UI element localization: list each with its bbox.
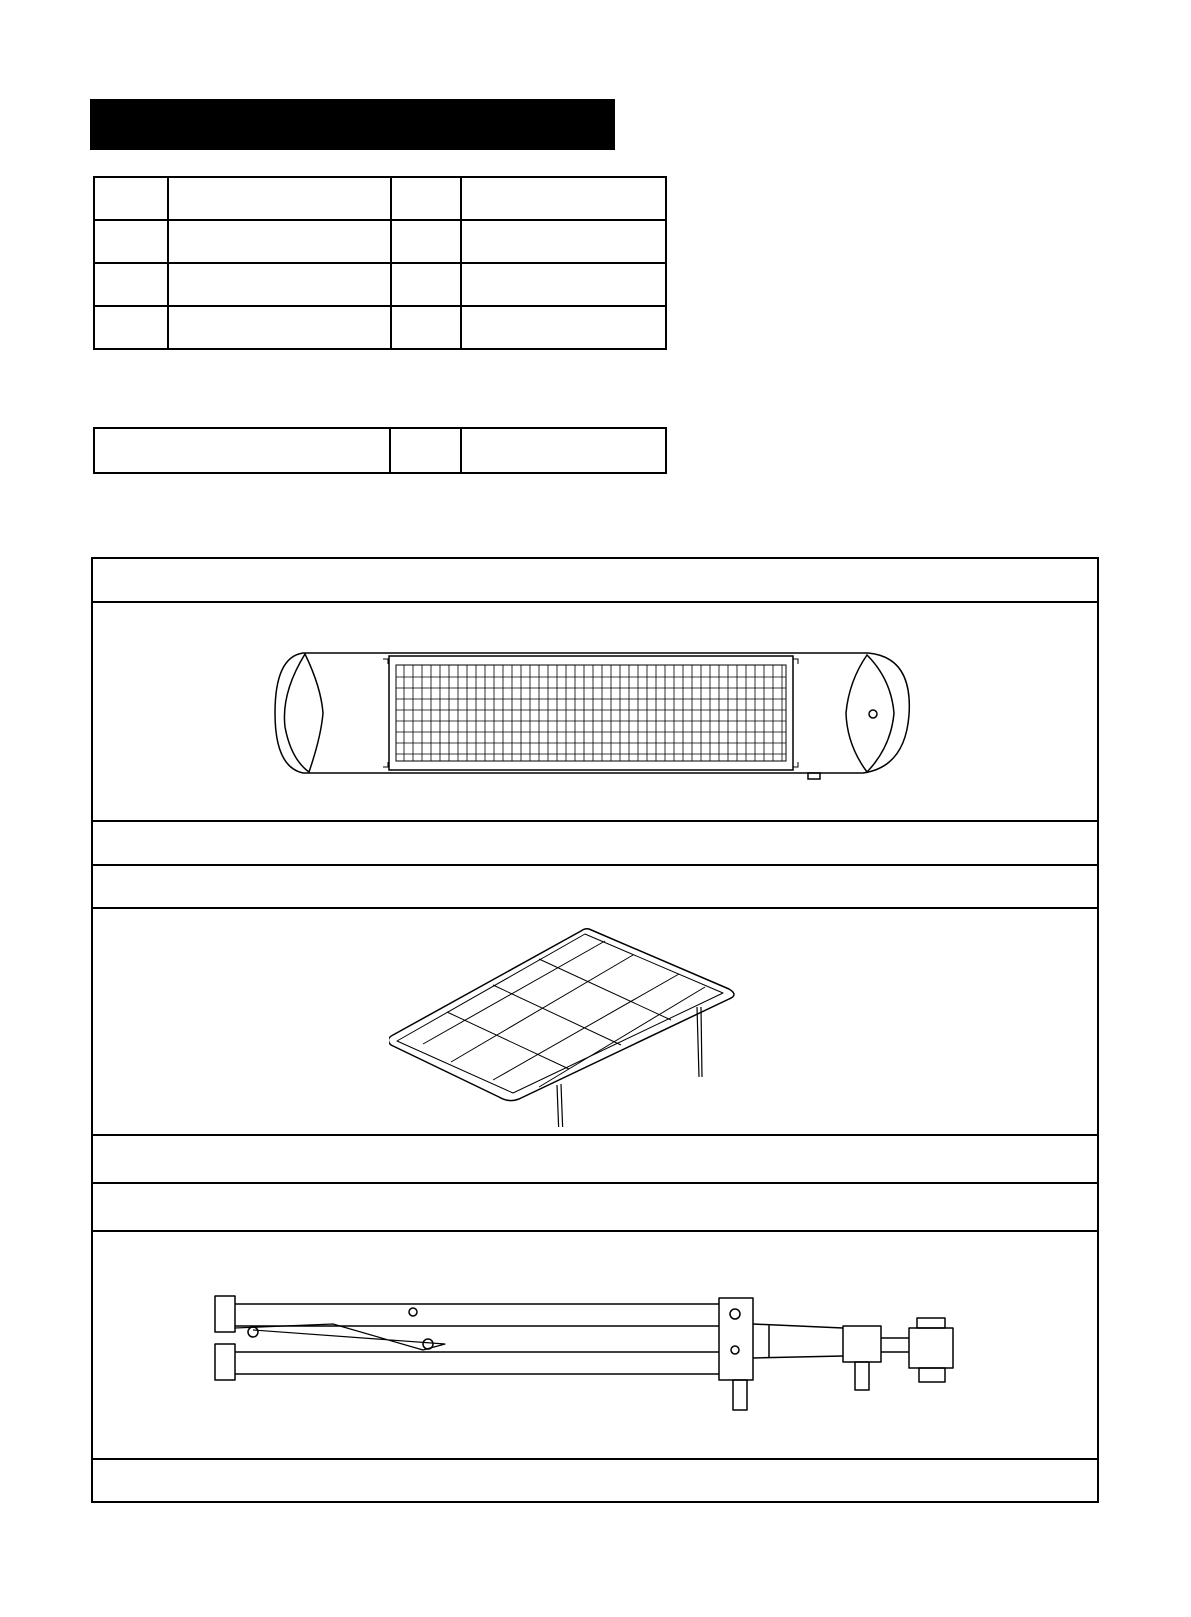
table-cell bbox=[168, 306, 391, 349]
table-cell bbox=[94, 263, 168, 306]
table-cell bbox=[94, 428, 390, 473]
table-row bbox=[94, 428, 666, 473]
table-cell bbox=[461, 428, 666, 473]
table-cell bbox=[461, 177, 666, 220]
table-cell bbox=[168, 263, 391, 306]
part-caption-row bbox=[93, 1136, 1097, 1184]
table-cell bbox=[168, 220, 391, 263]
table-cell bbox=[391, 220, 461, 263]
table-cell bbox=[461, 220, 666, 263]
part-image-row bbox=[93, 1232, 1097, 1460]
section-title-bar bbox=[90, 99, 615, 150]
spec-table bbox=[93, 176, 667, 350]
table-cell bbox=[94, 306, 168, 349]
table-row bbox=[94, 306, 666, 349]
table-row bbox=[94, 177, 666, 220]
part-label-row bbox=[93, 559, 1097, 603]
part-caption-row bbox=[93, 822, 1097, 866]
heater-unit-drawing bbox=[273, 647, 913, 797]
table-cell bbox=[391, 306, 461, 349]
table-cell bbox=[461, 263, 666, 306]
table-row bbox=[94, 263, 666, 306]
table-cell bbox=[94, 220, 168, 263]
spec-table-secondary bbox=[93, 427, 667, 474]
table-cell bbox=[168, 177, 391, 220]
table-cell bbox=[391, 263, 461, 306]
table-cell bbox=[94, 177, 168, 220]
part-image-row bbox=[93, 603, 1097, 822]
table-cell bbox=[390, 428, 461, 473]
table-row bbox=[94, 220, 666, 263]
parts-list-frame bbox=[91, 557, 1099, 1503]
part-image-row bbox=[93, 909, 1097, 1136]
table-cell bbox=[461, 306, 666, 349]
part-caption-row bbox=[93, 1460, 1097, 1505]
mounting-bracket-drawing bbox=[213, 1294, 993, 1454]
table-cell bbox=[391, 177, 461, 220]
part-label-row bbox=[93, 1184, 1097, 1232]
wire-guard-drawing bbox=[389, 927, 759, 1127]
part-label-row bbox=[93, 866, 1097, 909]
